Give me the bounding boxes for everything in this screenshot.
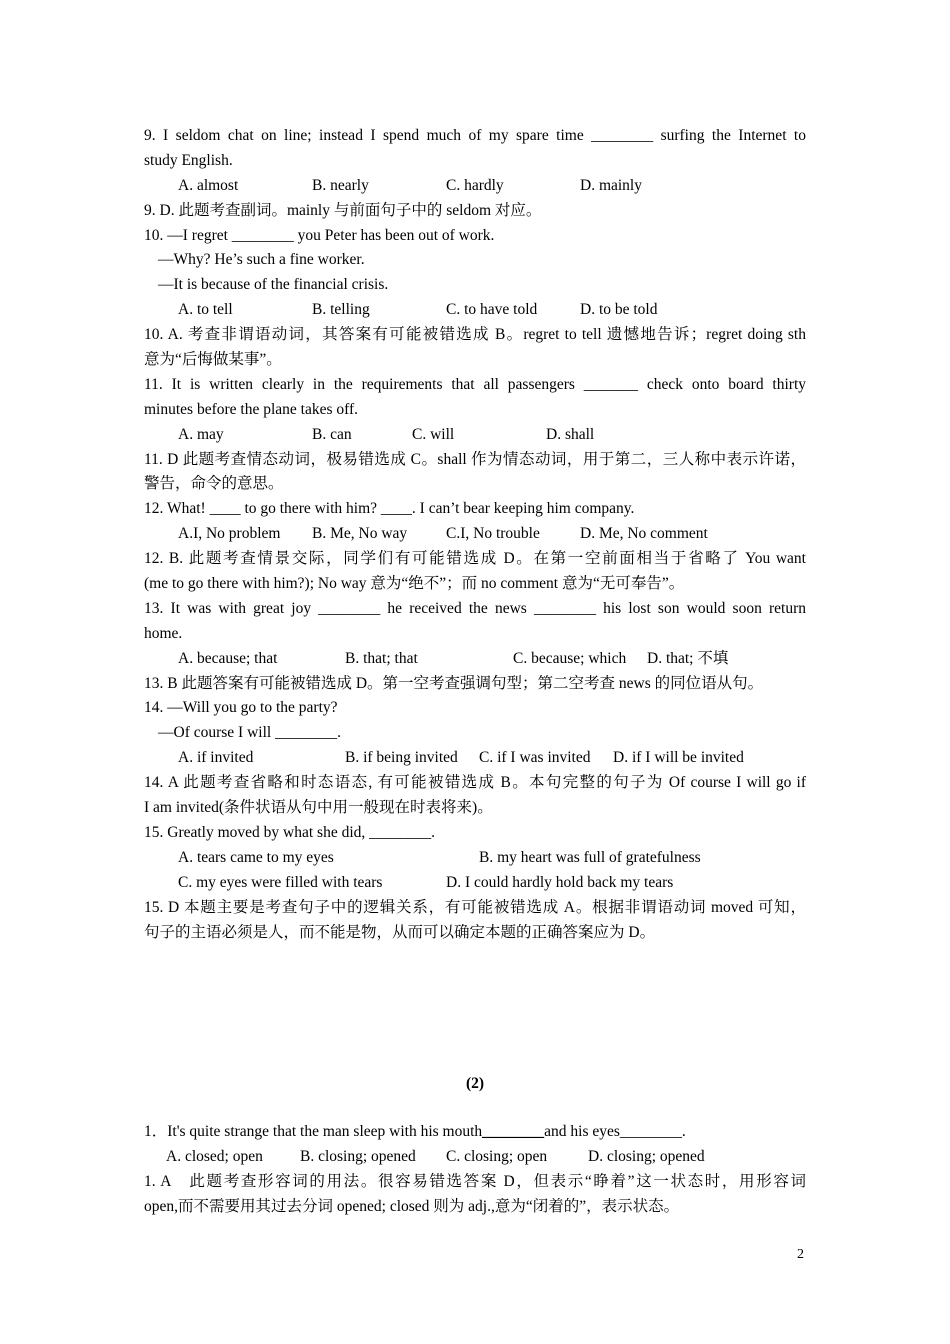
option-b: B. nearly xyxy=(312,176,369,194)
page-content xyxy=(144,124,806,945)
question-9-options xyxy=(144,174,806,199)
question-11-line1: 11. It is written clearly in the requirements that all passengers _______ check onto board thirty xyxy=(144,375,806,393)
answer-14-line2: I am invited(条件状语从句中用一般现在时表将来)。 xyxy=(144,799,493,817)
option-a: A. almost xyxy=(178,176,239,194)
question-11-options xyxy=(144,423,806,448)
question-15-options-row2 xyxy=(144,871,806,896)
question-13-line2: home. xyxy=(144,624,183,642)
option-a: A. may xyxy=(178,425,224,443)
page-number: 2 xyxy=(797,1247,804,1262)
option-a: A.I, No problem xyxy=(178,525,281,543)
question-text: 1．It's quite strange that the man sleep with his mouth xyxy=(144,1123,483,1140)
answer-10-line1: 10. A. 考查非谓语动词，其答案有可能被错选成 B。regret to tell 遗憾地告诉；regret doing sth xyxy=(144,326,806,344)
answer-11-line1: 11. D 此题考查情态动词，极易错选成 C。shall 作为情态动词，用于第二，三人称中表示许诺， xyxy=(144,450,806,468)
option-b: B. that; that xyxy=(345,649,418,667)
option-b: B. if being invited xyxy=(345,749,458,767)
option-c: C. my eyes were filled with tears xyxy=(178,873,383,891)
question-15-options-row1 xyxy=(144,846,806,871)
option-c: C. because; which xyxy=(513,649,627,667)
question-13-options xyxy=(144,647,806,672)
section-2-content xyxy=(144,1120,806,1220)
question-11-line2: minutes before the plane takes off. xyxy=(144,400,359,418)
option-c: C. to have told xyxy=(446,301,538,319)
question-10-line1: 10. —I regret ________ you Peter has been out of work. xyxy=(144,226,495,244)
question-14-line2: —Of course I will ________. xyxy=(158,724,341,742)
answer-10-line2: 意为“后悔做某事”。 xyxy=(144,351,282,369)
question-15-line1: 15. Greatly moved by what she did, ________. xyxy=(144,823,436,841)
blank-2: ________. xyxy=(619,1123,686,1140)
question-12-options xyxy=(144,522,806,547)
option-a: A. tears came to my eyes xyxy=(178,848,334,866)
section-2-question-1-options xyxy=(144,1145,806,1170)
option-a: A. closed; open xyxy=(166,1147,263,1165)
option-c: C. hardly xyxy=(446,176,504,194)
question-14-options xyxy=(144,746,806,771)
option-b: B. closing; opened xyxy=(300,1147,416,1165)
answer-9: 9. D. 此题考查副词。mainly 与前面句子中的 seldom 对应。 xyxy=(144,201,542,219)
option-c: C. closing; open xyxy=(446,1147,548,1165)
question-text-mid: and his eyes xyxy=(544,1123,620,1140)
answer-14-line1: 14. A 此题考查省略和时态语态, 有可能被错选成 B。本句完整的句子为 Of course I will go if xyxy=(144,774,806,792)
blank-1: ________ xyxy=(482,1123,545,1140)
question-9-line2: study English. xyxy=(144,151,233,169)
answer-15-line2: 句子的主语必须是人，而不能是物，从而可以确定本题的正确答案应为 D。 xyxy=(144,923,656,941)
option-c: C.I, No trouble xyxy=(446,525,540,543)
option-d: D. to be told xyxy=(580,301,658,319)
section-heading: (2) xyxy=(465,1075,485,1092)
option-a: A. because; that xyxy=(178,649,278,667)
answer-11-line2: 警告，命令的意思。 xyxy=(144,475,284,493)
question-9-line1: 9. I seldom chat on line; instead I spend much of my spare time ________ surfing the Internet to xyxy=(144,127,806,144)
question-10-options xyxy=(144,298,806,323)
option-a: A. to tell xyxy=(178,301,233,319)
option-d: D. closing; opened xyxy=(588,1147,705,1165)
answer-13: 13. B 此题答案有可能被错选成 D。第一空考查强调句型；第二空考查 news 的同位语从句。 xyxy=(144,674,764,692)
option-b: B. Me, No way xyxy=(312,525,408,543)
option-c: C. if I was invited xyxy=(479,749,591,767)
option-d: D. Me, No comment xyxy=(580,525,708,543)
option-d: D. mainly xyxy=(580,176,642,194)
section-2-answer-1-line2: open,而不需要用其过去分词 opened; closed 则为 adj.,意为“闭着的”，表示状态。 xyxy=(144,1197,680,1215)
question-10-line2: —Why? He’s such a fine worker. xyxy=(158,251,365,269)
option-d: D. I could hardly hold back my tears xyxy=(446,873,674,891)
answer-12-line2: (me to go there with him?); No way 意为“绝不”；而 no comment 意为“无可奉告”。 xyxy=(144,575,685,593)
option-d: D. that; 不填 xyxy=(647,649,729,667)
answer-12-line1: 12. B. 此题考查情景交际，同学们有可能错选成 D。在第一空前面相当于省略了 You want xyxy=(144,550,806,568)
option-b: B. my heart was full of gratefulness xyxy=(479,848,701,866)
question-12-line1: 12. What! ____ to go there with him? ____. I can’t bear keeping him company. xyxy=(144,500,635,518)
section-2-question-1-line1 xyxy=(144,1120,806,1145)
option-b: B. telling xyxy=(312,301,370,319)
question-13-line1: 13. It was with great joy ________ he received the news ________ his lost son would soon return xyxy=(144,599,806,617)
section-2-answer-1-line1: 1. A 此题考查形容词的用法。很容易错选答案 D，但表示“睁着”这一状态时，用形容词 xyxy=(144,1172,806,1190)
option-c: C. will xyxy=(412,425,455,443)
option-d: D. shall xyxy=(546,425,595,443)
question-14-line1: 14. —Will you go to the party? xyxy=(144,699,338,717)
option-d: D. if I will be invited xyxy=(613,749,744,767)
question-10-line3: —It is because of the financial crisis. xyxy=(158,276,389,294)
option-a: A. if invited xyxy=(178,749,254,767)
option-b: B. can xyxy=(312,425,352,443)
answer-15-line1: 15. D 本题主要是考查句子中的逻辑关系，有可能被错选成 A。根据非谓语动词 moved 可知， xyxy=(144,898,806,916)
